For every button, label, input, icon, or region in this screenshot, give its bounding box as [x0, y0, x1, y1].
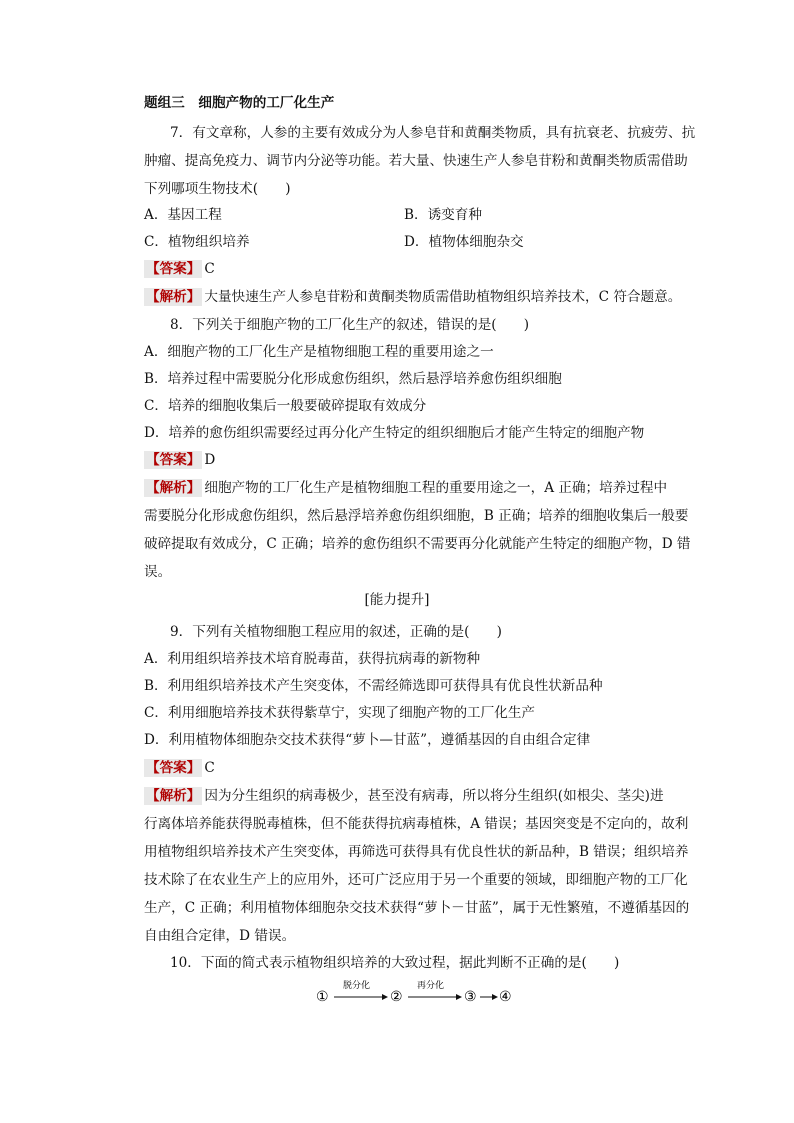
answer-tag: 【答案】 [146, 452, 201, 468]
q8-analysis-line3: 破碎提取有效成分，C 正确；培养的愈伤组织不需要再分化就能产生特定的细胞产物，D 错 [144, 536, 691, 552]
answer-tag: 【答案】 [146, 760, 201, 776]
q9-option-b: B．利用组织培养技术产生突变体，不需经筛选即可获得具有优良性状新品种 [144, 678, 603, 694]
q7-option-b: B．诱变育种 [404, 207, 482, 223]
q9-answer-value: C [204, 760, 215, 776]
analysis-tag: 【解析】 [146, 788, 201, 804]
q8-analysis-line4: 误。 [144, 564, 172, 580]
section-title: 题组三 细胞产物的工厂化生产 [144, 95, 335, 111]
q9-answer [144, 759, 684, 777]
flow-arrowhead-2 [456, 994, 462, 1000]
flow-stage-3: ③ [464, 989, 477, 1005]
q8-analysis-text1: 细胞产物的工厂化生产是植物细胞工程的重要用途之一，A 正确；培养过程中 [204, 480, 668, 496]
analysis-tag: 【解析】 [146, 480, 201, 496]
flow-stage-1: ① [316, 989, 329, 1005]
q7-analysis [144, 288, 684, 306]
q9-analysis-text1: 因为分生组织的病毒极少，甚至没有病毒，所以将分生组织(如根尖、茎尖)进 [204, 788, 664, 804]
q8-analysis-line1 [144, 479, 684, 497]
q9-analysis-line4: 技术除了在农业生产上的应用外，还可广泛应用于另一个重要的领域，即细胞产物的工厂化 [144, 872, 688, 888]
q10-flow-diagram [316, 978, 516, 1008]
flow-arrowhead-1 [382, 994, 388, 1000]
q9-option-c: C．利用细胞培养技术获得紫草宁，实现了细胞产物的工厂化生产 [144, 705, 536, 721]
answer-tag: 【答案】 [146, 261, 201, 277]
flow-label-redifferentiation: 再分化 [417, 981, 445, 991]
q8-analysis-line2: 需要脱分化形成愈伤组织，然后悬浮培养愈伤组织细胞，B 正确；培养的细胞收集后一般要 [144, 508, 689, 524]
q7-stem-line2: 肿瘤、提高免疫力、调节内分泌等功能。若大量、快速生产人参皂苷粉和黄酮类物质需借助 [144, 153, 688, 169]
flow-stage-4: ④ [499, 989, 512, 1005]
q8-stem: 8．下列关于细胞产物的工厂化生产的叙述，错误的是( ) [170, 317, 530, 333]
q8-option-d: D．培养的愈伤组织需要经过再分化产生特定的组织细胞后才能产生特定的细胞产物 [144, 425, 645, 441]
q8-answer [144, 451, 684, 469]
q8-option-c: C．培养的细胞收集后一般要破碎提取有效成分 [144, 398, 427, 414]
q9-analysis-line1 [144, 787, 684, 805]
q7-analysis-text: 大量快速生产人参皂苷粉和黄酮类物质需借助植物组织培养技术，C 符合题意。 [204, 289, 682, 305]
q7-stem-line3: 下列哪项生物技术( ) [144, 181, 291, 197]
flow-stage-2: ② [390, 989, 403, 1005]
q9-option-d: D．利用植物体细胞杂交技术获得“萝卜—甘蓝”，遵循基因的自由组合定律 [144, 732, 591, 748]
q9-analysis-line3: 用植物组织培养技术产生突变体，再筛选可获得具有优良性状的新品种，B 错误；组织培养 [144, 844, 689, 860]
q9-stem: 9．下列有关植物细胞工程应用的叙述，正确的是( ) [170, 624, 502, 640]
q8-option-b: B．培养过程中需要脱分化形成愈伤组织，然后悬浮培养愈伤组织细胞 [144, 371, 562, 387]
q8-answer-value: D [204, 452, 216, 468]
flow-arrowhead-3 [492, 994, 498, 1000]
q7-stem-line1: 7．有文章称，人参的主要有效成分为人参皂苷和黄酮类物质，具有抗衰老、抗疲劳、抗 [170, 125, 696, 141]
q8-option-a: A．细胞产物的工厂化生产是植物细胞工程的重要用途之一 [144, 344, 494, 360]
analysis-tag: 【解析】 [146, 289, 201, 305]
q7-option-a: A．基因工程 [144, 207, 222, 223]
q10-stem: 10．下面的简式表示植物组织培养的大致过程，据此判断不正确的是( ) [170, 955, 620, 971]
flow-label-dedifferentiation: 脱分化 [343, 981, 371, 991]
q9-analysis-line5: 生产，C 正确；利用植物体细胞杂交技术获得“萝卜－甘蓝”，属于无性繁殖，不遵循基因的 [144, 900, 690, 916]
ability-heading: [能力提升] [364, 592, 430, 608]
q9-option-a: A．利用组织培养技术培育脱毒苗，获得抗病毒的新物种 [144, 651, 481, 667]
q7-option-d: D．植物体细胞杂交 [404, 234, 524, 250]
q9-analysis-line2: 行离体培养能获得脱毒植株，但不能获得抗病毒植株，A 错误；基因突变是不定向的，故利 [144, 816, 689, 832]
q7-option-c: C．植物组织培养 [144, 234, 250, 250]
q7-answer [144, 260, 684, 278]
q7-answer-value: C [204, 261, 215, 277]
q9-analysis-line6: 自由组合定律，D 错误。 [144, 928, 296, 944]
